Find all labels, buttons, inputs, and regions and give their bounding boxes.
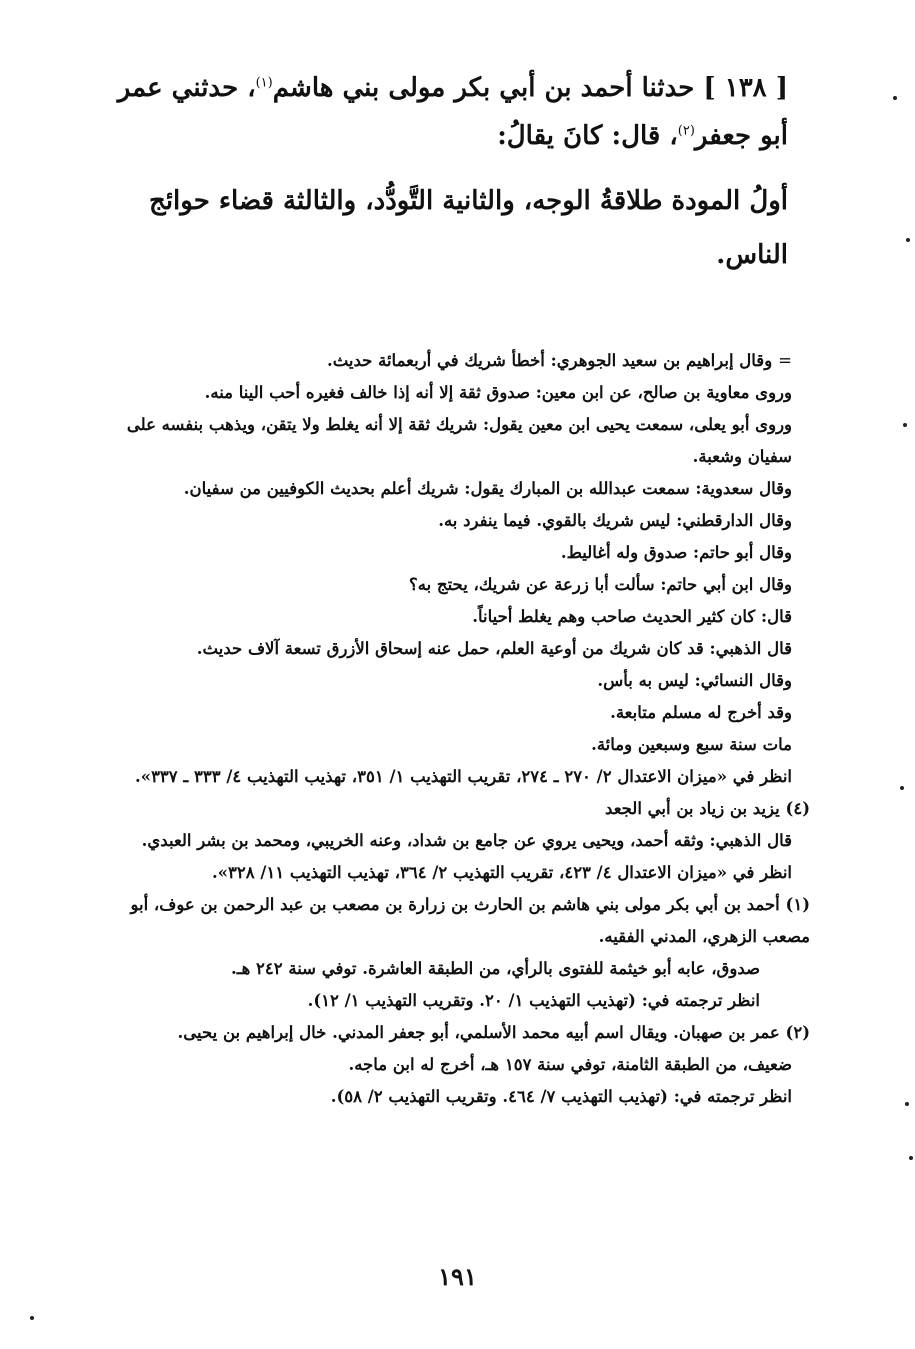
note-line: وقال الدارقطني: ليس شريك بالقوي. فيما ينفرد به. [438, 511, 792, 530]
footnote-ref-2[interactable]: (٢) [677, 123, 695, 139]
scan-speck [30, 1316, 34, 1320]
footnote-4-title: (٤) يزيد بن زياد بن أبي الجعد [605, 799, 810, 818]
footnote-1-line: صدوق، عابه أبو خيثمة للفتوى بالرأي، من الطبقة العاشرة. توفي سنة ٢٤٢ هـ. [230, 959, 760, 978]
hadith-line1-end: ، حدثني عمر أبو [117, 73, 788, 151]
footnote-4-reference: انظر في «ميزان الاعتدال ٤/ ٤٢٣، تقريب التهذيب ٢/ ٣٦٤، تهذيب التهذيب ١١/ ٣٢٨». [211, 863, 792, 882]
note-reference: انظر في «ميزان الاعتدال ٢/ ٢٧٠ ـ ٢٧٤، تقريب التهذيب ١/ ٣٥١، تهذيب التهذيب ٤/ ٣٣٣ ـ ٣٣٧». [135, 767, 792, 786]
hadith-line2-end: ، قال: كانَ يقالُ: [497, 121, 678, 151]
note-line: وقال سعدوية: سمعت عبدالله بن المبارك يقول: شريك أعلم بحديث الكوفيين من سفيان. [183, 479, 792, 498]
hadith-block [88, 64, 788, 282]
footnote-2-title: (٢) عمر بن صهبان. ويقال اسم أبيه محمد الأسلمي، أبو جعفر المدني. خال إبراهيم بن يحيى. [177, 1023, 810, 1042]
hadith-matn: أولُ المودة طلاقةُ الوجه، والثانية التَّودُّد، والثالثة قضاء حوائج الناس. [149, 186, 788, 270]
scan-speck [909, 1156, 913, 1160]
hadith-isnad [88, 64, 788, 160]
note-line: وروى أبو يعلى، سمعت يحيى ابن معين يقول: شريك ثقة إلا أنه يغلط ولا يتقن، ويذهب بنفسه على سفيان وشعبة. [126, 415, 792, 466]
scan-speck [903, 423, 907, 427]
footnote-2-reference: انظر ترجمته في: (تهذيب التهذيب ٧/ ٤٦٤. وتقريب التهذيب ٢/ ٥٨). [330, 1087, 792, 1106]
scan-speck [893, 96, 897, 100]
note-line: وقال ابن أبي حاتم: سألت أبا زرعة عن شريك، يحتج به؟ [408, 575, 792, 594]
footnotes [95, 345, 810, 1113]
footnote-ref-1[interactable]: (١) [255, 75, 273, 91]
page-number: ١٩١ [438, 1262, 477, 1291]
note-line: قال: كان كثير الحديث صاحب وهم يغلط أحياناً. [472, 607, 792, 626]
note-line: وقال أبو حاتم: صدوق وله أغاليط. [560, 543, 792, 562]
scan-speck [906, 238, 910, 242]
scan-speck [900, 786, 904, 790]
note-line: =وقال إبراهيم بن سعيد الجوهري: أخطأ شريك في أربعمائة حديث. [326, 351, 792, 370]
scan-speck [905, 1102, 909, 1106]
note-line: وروى معاوية بن صالح، عن ابن معين: صدوق ثقة إلا أنه إذا خالف فغيره أحب الينا منه. [204, 383, 792, 402]
hadith-line1: [ ١٣٨ ] حدثنا أحمد بن أبي بكر مولى بني هاشم [272, 73, 788, 103]
note-line: قال الذهبي: قد كان شريك من أوعية العلم، حمل عنه إسحاق الأزرق تسعة آلاف حديث. [196, 639, 792, 658]
note-line: وقال النسائي: ليس به بأس. [597, 671, 792, 690]
note-line: مات سنة سبع وسبعين ومائة. [591, 735, 792, 754]
note-line: وقد أخرج له مسلم متابعة. [610, 703, 792, 722]
footnote-2-line: ضعيف، من الطبقة الثامنة، توفي سنة ١٥٧ هـ، أخرج له ابن ماجه. [348, 1055, 792, 1074]
hadith-line2-start: جعفر [694, 121, 752, 151]
footnote-1-title: (١) أحمد بن أبي بكر مولى بني هاشم بن الحارث بن زرارة بن مصعب بن عبد الرحمن بن عوف، أبو مصعب الزهري، المدني الفقيه. [130, 895, 810, 946]
footnote-1-reference: انظر ترجمته في: (تهذيب التهذيب ١/ ٢٠. وتقريب التهذيب ١/ ١٢). [307, 991, 760, 1010]
footnote-4-line: قال الذهبي: وثقه أحمد، ويحيى يروي عن جامع بن شداد، وعنه الخريبي، ومحمد بن بشر العبدي. [141, 831, 792, 850]
continuation-marker: = [778, 351, 792, 370]
